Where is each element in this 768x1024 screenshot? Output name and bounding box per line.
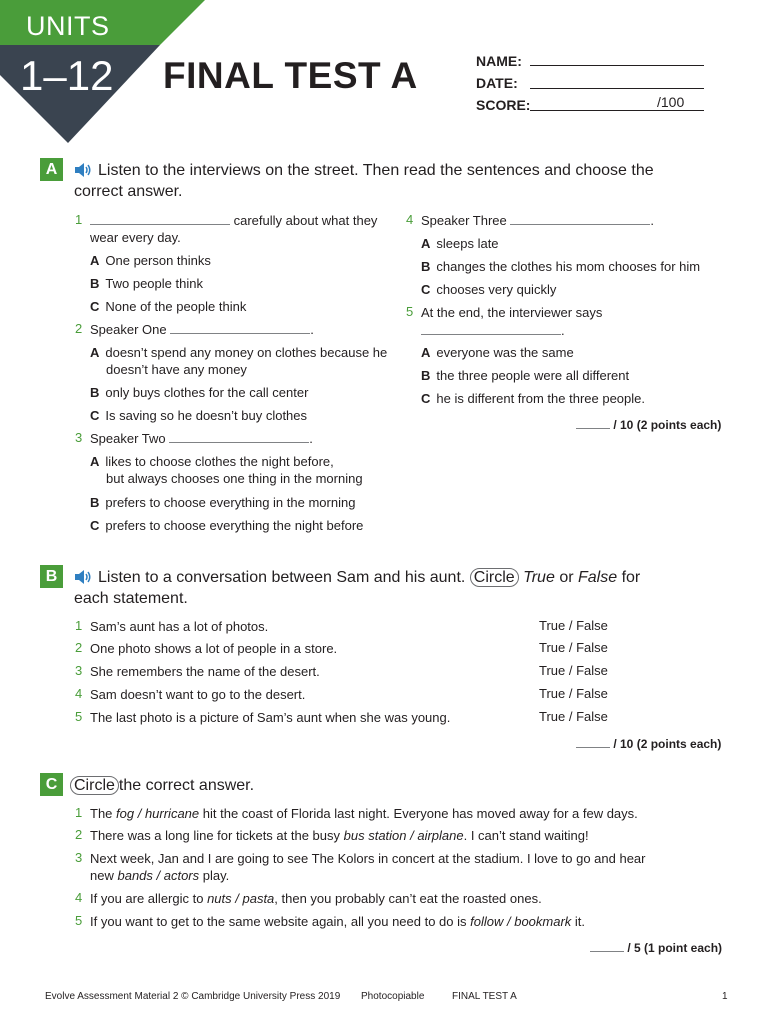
statement: She remembers the name of the desert. (90, 664, 320, 679)
question-number: 3 (75, 850, 83, 865)
true-false-choice[interactable]: True / False (539, 709, 608, 724)
statement: Sam doesn’t want to go to the desert. (90, 687, 306, 702)
page-title: FINAL TEST A (163, 55, 418, 96)
option-a[interactable]: A sleeps late (421, 236, 499, 251)
sentence-line2: new bands / actors play. (90, 868, 230, 883)
option-a[interactable]: A doesn’t spend any money on clothes because he (90, 345, 388, 360)
question-3: Speaker Two . (90, 431, 313, 446)
audio-speaker-icon[interactable] (74, 162, 92, 178)
question-number: 1 (75, 805, 83, 820)
question-number: 3 (75, 430, 83, 445)
option-c[interactable]: C Is saving so he doesn’t buy clothes (90, 408, 308, 423)
option-a[interactable]: A likes to choose clothes the night before, (90, 454, 334, 469)
statement: One photo shows a lot of people in a store. (90, 641, 338, 656)
section-c-score: / 5 (1 point each) (590, 941, 722, 955)
footer-copyright: Evolve Assessment Material 2 © Cambridge University Press 2019 (45, 991, 341, 1002)
units-label: UNITS (26, 11, 110, 41)
option-b[interactable]: B Two people think (90, 276, 203, 291)
option-c[interactable]: C None of the people think (90, 299, 247, 314)
answer-blank[interactable] (421, 334, 561, 335)
true-false-choice[interactable]: True / False (539, 640, 608, 655)
sentence: There was a long line for tickets at the busy bus station / airplane. I can’t stand waiting! (90, 828, 589, 843)
option-a-line2: doesn’t have any money (106, 362, 247, 377)
question-5: At the end, the interviewer says (421, 305, 603, 320)
question-1 (90, 212, 377, 229)
option-b[interactable]: B only buys clothes for the call center (90, 385, 309, 400)
footer-photocopiable: Photocopiable (361, 991, 425, 1002)
true-false-choice[interactable]: True / False (539, 663, 608, 678)
option-b[interactable]: B changes the clothes his mom chooses for him (421, 259, 701, 274)
option-b[interactable]: B the three people were all different (421, 368, 630, 383)
question-5-blank-line: . (421, 322, 565, 339)
option-c[interactable]: C prefers to choose everything the night before (90, 518, 364, 533)
circle-word: Circle (70, 776, 119, 795)
date-label: DATE: (476, 75, 518, 91)
question-number: 4 (406, 212, 414, 227)
section-c-badge: C (40, 773, 63, 796)
sentence: If you want to get to the same website again, all you need to do is follow / bookmark it. (90, 914, 586, 929)
statement: Sam’s aunt has a lot of photos. (90, 619, 269, 634)
question-number: 5 (75, 913, 83, 928)
question-number: 5 (75, 709, 83, 724)
question-number: 4 (75, 890, 83, 905)
section-b-badge: B (40, 565, 63, 588)
section-b-score: / 10 (2 points each) (576, 737, 721, 751)
option-b[interactable]: B prefers to choose everything in the morning (90, 495, 356, 510)
date-field[interactable] (530, 88, 704, 89)
sentence: Next week, Jan and I are going to see The Kolors in concert at the stadium. I love to go and hear (90, 851, 646, 866)
section-b-instruction-line2: each statement. (74, 590, 188, 607)
question-number: 2 (75, 640, 83, 655)
score-label: SCORE: (476, 97, 531, 113)
word-choice[interactable]: bands / actors (117, 868, 200, 883)
word-choice[interactable]: fog / hurricane (116, 806, 200, 821)
sentence: If you are allergic to nuts / pasta, then you probably can’t eat the roasted ones. (90, 891, 542, 906)
score-blank[interactable] (590, 951, 624, 952)
option-c[interactable]: C chooses very quickly (421, 282, 557, 297)
word-choice[interactable]: follow / bookmark (470, 914, 572, 929)
question-text-line2: wear every day. (90, 230, 181, 245)
section-a-badge: A (40, 158, 63, 181)
true-false-choice[interactable]: True / False (539, 618, 608, 633)
option-a-line2: but always chooses one thing in the morning (106, 471, 363, 486)
section-c-instruction: Circle the correct answer. (70, 775, 254, 796)
answer-blank[interactable] (169, 442, 309, 443)
question-2: Speaker One . (90, 322, 314, 337)
name-field[interactable] (530, 65, 704, 66)
page-number: 1 (722, 991, 728, 1002)
score-max: /100 (657, 94, 685, 110)
section-a-score: / 10 (2 points each) (576, 418, 721, 432)
sentence: The fog / hurricane hit the coast of Florida last night. Everyone has moved away for a few days. (90, 806, 638, 821)
question-number: 1 (75, 212, 83, 227)
score-blank[interactable] (576, 747, 610, 748)
question-4: Speaker Three . (421, 213, 655, 228)
true-false-choice[interactable]: True / False (539, 686, 608, 701)
section-b-instruction: Listen to a conversation between Sam and his aunt. Circle True or False for (98, 569, 641, 586)
question-number: 5 (406, 304, 414, 319)
question-text: carefully about what they (233, 213, 378, 228)
answer-blank[interactable] (510, 224, 650, 225)
statement: The last photo is a picture of Sam’s aunt when she was young. (90, 710, 451, 725)
score-blank[interactable] (576, 428, 610, 429)
word-choice[interactable]: bus station / airplane (343, 828, 464, 843)
option-c[interactable]: C he is different from the three people. (421, 391, 645, 406)
question-number: 4 (75, 686, 83, 701)
answer-blank[interactable] (170, 333, 310, 334)
units-range: 1–12 (20, 52, 114, 99)
option-a[interactable]: A One person thinks (90, 253, 211, 268)
option-a[interactable]: A everyone was the same (421, 345, 574, 360)
question-number: 3 (75, 663, 83, 678)
name-label: NAME: (476, 53, 522, 69)
question-number: 2 (75, 827, 83, 842)
circle-word: Circle (470, 568, 519, 587)
answer-blank[interactable] (90, 224, 230, 225)
footer-test-name: FINAL TEST A (452, 991, 517, 1002)
question-number: 2 (75, 321, 83, 336)
section-a-instruction-line1: Listen to the interviews on the street. Then read the sentences and choose the (98, 162, 654, 179)
section-a-instruction-line2: correct answer. (74, 183, 183, 200)
word-choice[interactable]: nuts / pasta (207, 891, 275, 906)
question-number: 1 (75, 618, 83, 633)
audio-speaker-icon[interactable] (74, 569, 92, 585)
score-field[interactable] (530, 110, 704, 111)
